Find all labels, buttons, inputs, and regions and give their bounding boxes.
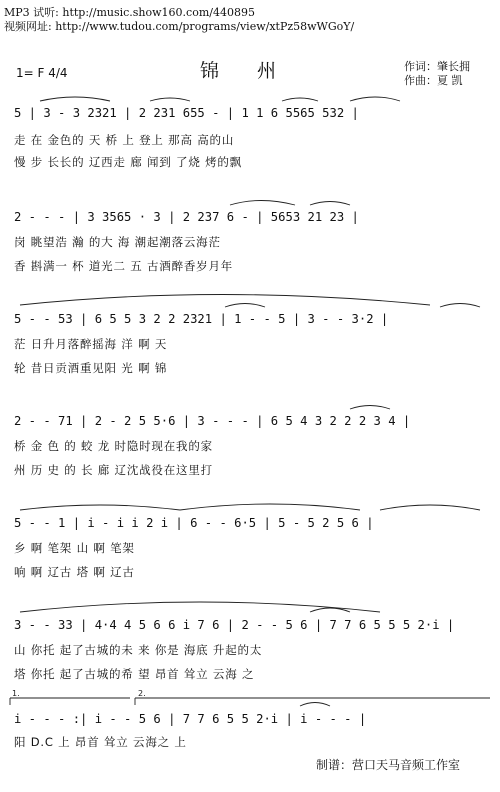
- score-row-2: [0, 200, 500, 312]
- notes-line: 2 - - - | 3 3565 · 3 | 2 237 6 - | 5653 21 23 |: [14, 210, 359, 224]
- composer-credit: 作曲：夏 凯: [404, 74, 463, 87]
- ending-2-label: 2.: [138, 689, 146, 698]
- score-row-3: [0, 302, 500, 414]
- lyric-line-1: 阳 D.C 上 昂首 耸立 云海之 上: [14, 735, 187, 749]
- ending-1-label: 1.: [12, 689, 20, 698]
- lyric-line-2: 塔 你托 起了古城的希 望 昂首 耸立 云海 之: [14, 667, 255, 681]
- key-signature: 1= F 4/4: [16, 66, 68, 80]
- lyric-line-1: 岗 眺望浩 瀚 的大 海 潮起潮落云海茫: [14, 235, 221, 249]
- notes-line: i - - - :| i - - 5 6 | 7 7 6 5 5 2·i | i - - - |: [14, 712, 367, 726]
- notes-line: 5 - - 1 | i - i i 2 i | 6 - - 6·5 | 5 - 5 2 5 6 |: [14, 516, 374, 530]
- score-row-1: [0, 96, 500, 208]
- score-row-7: [0, 702, 500, 754]
- lyric-line-2: 州 历 史 的 长 廊 辽沈战役在这里打: [14, 463, 213, 477]
- video-link-line: 视频网址: http://www.tudou.com/programs/view/xtPz58wWGoY/: [4, 20, 355, 33]
- notes-line: 3 - - 33 | 4·4 4 5 6 6 i 7 6 | 2 - - 5 6 | 7 7 6 5 5 5 2·i |: [14, 618, 455, 632]
- mp3-link-line: MP3 试听: http://music.show160.com/440895: [4, 6, 255, 19]
- notes-line: 5 - - 53 | 6 5 5 3 2 2 2321 | 1 - - 5 | 3 - - 3·2 |: [14, 312, 389, 326]
- lyric-line-1: 山 你托 起了古城的未 来 你是 海底 升起的太: [14, 643, 263, 657]
- lyric-line-1: 走 在 金色的 天 桥 上 登上 那高 高的山: [14, 133, 235, 147]
- lyric-line-1: 桥 金 色 的 蛟 龙 时隐时现在我的家: [14, 439, 213, 453]
- lyric-line-1: 乡 啊 笔架 山 啊 笔架: [14, 541, 135, 555]
- song-title: 锦 州: [200, 60, 293, 82]
- lyric-line-2: 慢 步 长长的 辽西走 廊 闻到 了烧 烤的飘: [14, 155, 242, 169]
- lyric-line-2: 轮 昔日贡酒重见阳 光 啊 锦: [14, 361, 168, 375]
- lyric-line-2: 响 啊 辽古 塔 啊 辽古: [14, 565, 135, 579]
- lyricist-credit: 作词：肇长拥: [404, 60, 470, 73]
- notes-line: 2 - - 71 | 2 - 2 5 5·6 | 3 - - - | 6 5 4 3 2 2 2 3 4 |: [14, 414, 411, 428]
- studio-credit: 制谱：营口天马音频工作室: [315, 758, 460, 772]
- lyric-line-2: 香 斟满一 杯 道光二 五 古酒醉香岁月年: [14, 259, 234, 273]
- lyric-line-1: 茫 日升月落醉摇海 洋 啊 天: [14, 337, 168, 351]
- score-row-4: [0, 404, 500, 516]
- score-row-5: [0, 506, 500, 618]
- notes-line: 5 | 3 - 3 2321 | 2 231 655 - | 1 1 6 5565 532 |: [14, 106, 359, 120]
